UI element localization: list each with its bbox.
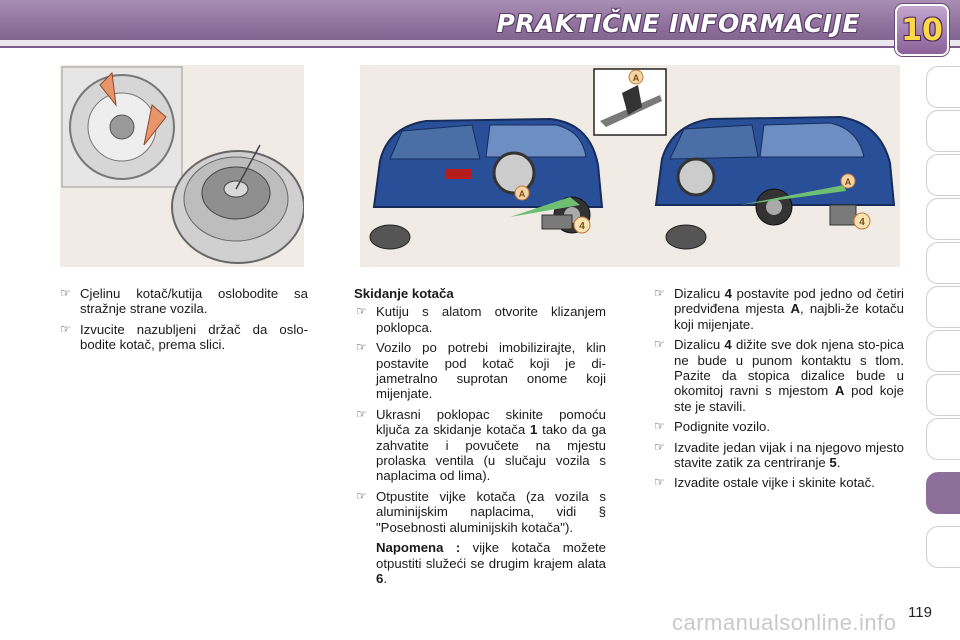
pointing-hand-icon: ☞ bbox=[60, 321, 71, 336]
side-tab[interactable] bbox=[926, 286, 960, 328]
text-column-1 bbox=[58, 286, 308, 358]
side-tab[interactable] bbox=[926, 110, 960, 152]
pointing-hand-icon: ☞ bbox=[356, 406, 367, 421]
car-jack-illustration bbox=[360, 65, 900, 267]
side-tab[interactable] bbox=[926, 242, 960, 284]
inset-point-label: A bbox=[632, 73, 640, 83]
list-item: ☞ Otpustite vijke kotača (za vozila s aluminijskim naplacima, vidi § "Posebnosti aluminijskih kotača"). bbox=[356, 488, 606, 535]
pointing-hand-icon: ☞ bbox=[654, 337, 665, 352]
text-column-3 bbox=[652, 286, 904, 496]
side-tab[interactable] bbox=[926, 526, 960, 568]
list-item: ☞ Izvucite nazubljeni držač da oslo-bodite kotač, prema slici. bbox=[60, 321, 308, 353]
pointing-hand-icon: ☞ bbox=[654, 286, 665, 300]
pointing-hand-icon: ☞ bbox=[356, 340, 367, 355]
pointing-hand-icon: ☞ bbox=[356, 488, 367, 503]
jack-point-label-2: A bbox=[844, 177, 852, 187]
side-tab[interactable] bbox=[926, 418, 960, 460]
list-item: ☞ Izvadite ostale vijke i skinite kotač. bbox=[654, 475, 875, 491]
pointing-hand-icon: ☞ bbox=[654, 439, 665, 454]
side-tabs bbox=[926, 66, 960, 576]
side-tab[interactable] bbox=[926, 198, 960, 240]
header-band bbox=[0, 40, 960, 46]
jack-label-2: 4 bbox=[859, 217, 865, 228]
text-column-2 bbox=[354, 286, 606, 586]
list-item: ☞ Vozilo po potrebi imobilizirajte, klin postavite pod kotač koji je di-jametralno suprotan onome koji mijenjate. bbox=[356, 340, 606, 402]
list-item: ☞ Podignite vozilo. bbox=[654, 419, 771, 435]
page-header bbox=[0, 0, 960, 48]
watermark: carmanualsonline.info bbox=[672, 610, 897, 635]
list-item: ☞ Dizalicu 4 dižite sve dok njena sto-pica ne bude u punom kontaktu s tlom. Pazite da stopica dizalice bude u okomitoj ravni s mjestom A pod koje ste je stavili. bbox=[654, 337, 905, 414]
pointing-hand-icon: ☞ bbox=[356, 304, 367, 319]
chapter-badge: 10 bbox=[895, 4, 949, 56]
page-title: PRAKTIČNE INFORMACIJE bbox=[496, 9, 860, 38]
list-item: ☞ Izvadite jedan vijak i na njegovo mjesto stavite zatik za centriranje 5. bbox=[654, 439, 904, 471]
list-item: ☞ Cjelinu kotač/kutija oslobodite sa stražnje strane vozila. bbox=[60, 286, 308, 317]
spare-wheel-illustration bbox=[60, 65, 304, 267]
pointing-hand-icon: ☞ bbox=[654, 419, 665, 434]
note: Napomena : vijke kotača možete otpustiti služeći se drugim krajem alata 6. bbox=[376, 540, 606, 586]
side-tab[interactable] bbox=[926, 374, 960, 416]
jack-label: 4 bbox=[579, 221, 585, 232]
list-item: ☞ Kutiju s alatom otvorite klizanjem poklopca. bbox=[356, 304, 606, 335]
pointing-hand-icon: ☞ bbox=[60, 286, 71, 300]
page-number: 119 bbox=[908, 604, 932, 621]
list-item: ☞ Ukrasni poklopac skinite pomoću ključa za skidanje kotača 1 tako da ga zahvatite i povučete na mjestu prolaska ventila (u slučaju vozila s naplacima od lima). bbox=[356, 406, 606, 484]
side-tab[interactable] bbox=[926, 154, 960, 196]
side-tab[interactable] bbox=[926, 330, 960, 372]
section-heading: Skidanje kotača bbox=[354, 286, 454, 301]
pointing-hand-icon: ☞ bbox=[654, 475, 665, 490]
jack-point-label: A bbox=[518, 189, 526, 199]
list-item: ☞ Dizalicu 4 postavite pod jedno od četiri predviđena mjesta A, najbli-že kotaču koji mijenjate. bbox=[654, 286, 904, 332]
side-tab[interactable] bbox=[926, 66, 960, 108]
side-tab-active[interactable] bbox=[926, 472, 960, 514]
